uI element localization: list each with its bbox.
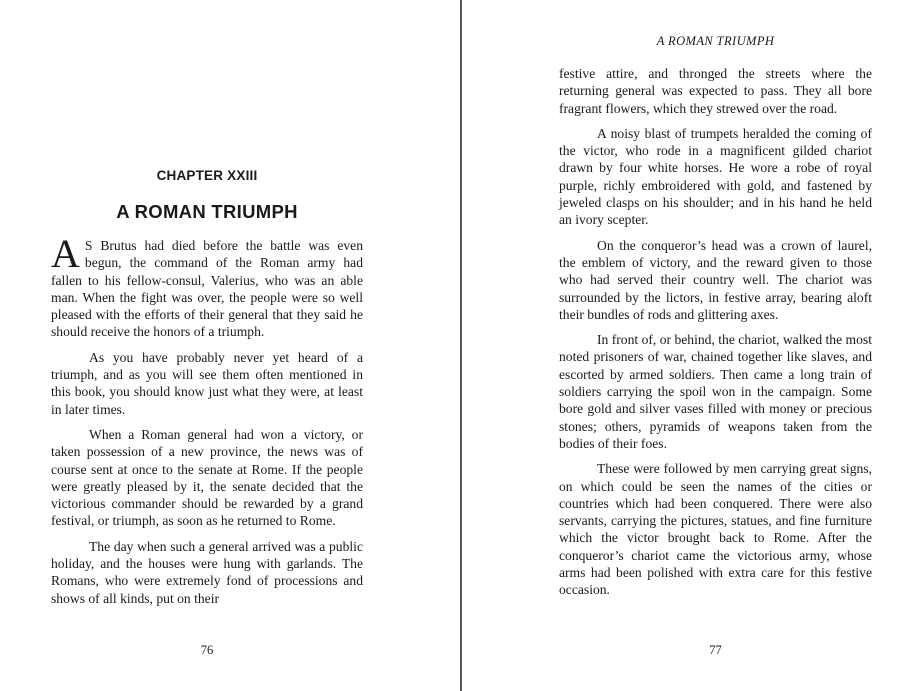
continued-paragraph: festive attire, and thronged the streets where the returning general was expected to pass. They all bore fragrant flowers, which they strewed over the road. — [559, 66, 872, 116]
page-gutter-divider — [460, 0, 462, 691]
opening-paragraph — [51, 231, 363, 341]
right-page — [559, 0, 872, 691]
paragraph: In front of, or behind, the chariot, walked the most noted prisoners of war, chained together like slaves, and escorted by armed soldiers. Then came a long train of soldiers carrying the spoil won in the campaign. Some bore gold and silver vases filled with money or precious stones; others, pyramids of weapons taken from the bodies of their foes. — [559, 332, 872, 451]
running-head: A ROMAN TRIUMPH — [656, 34, 775, 48]
chapter-label: CHAPTER XXIII — [156, 168, 258, 183]
left-page — [51, 0, 363, 691]
right-page-body — [559, 65, 872, 607]
chapter-title: A ROMAN TRIUMPH — [116, 201, 298, 222]
left-page-body — [51, 231, 363, 615]
paragraph: On the conqueror’s head was a crown of laurel, the emblem of victory, and the reward given to those who had served their country well. The chariot was surrounded by the lictors, in festive array, bearing aloft their bundles of rods and glittering axes. — [559, 237, 872, 322]
page-number-right: 77 — [709, 643, 722, 657]
paragraph: When a Roman general had won a victory, or taken possession of a new province, the news was of course sent at once to the senate at Rome. If the people were greatly pleased by it, the senate decided that the victorious commander should be rewarded by a grand festival, or triumph, as soon as he returned to Rome. — [51, 426, 363, 529]
opening-paragraph-text: S Brutus had died before the battle was even begun, the command of the Roman army had fallen to his fellow-consul, Valerius, who was an able man. When the fight was over, the people were so well pleased with the efforts of their general that they said he should receive the honors of a triumph. — [51, 238, 363, 340]
page-number-left: 76 — [200, 643, 214, 657]
paragraph: These were followed by men carrying great signs, on which could be seen the names of the cities or countries which had been conquered. There were also servants, carrying the pictures, statues, and fine furniture which the victor brought back to Rome. After the conqueror’s chariot came the victorious army, whose arms had been polished with extra care for this festive occasion. — [559, 461, 872, 598]
paragraph: The day when such a general arrived was a public holiday, and the houses were hung with garlands. The Romans, who were extremely fond of processions and shows of all kinds, put on their — [51, 538, 363, 606]
paragraph: As you have probably never yet heard of a triumph, and as you will see them often mentioned in this book, you should know just what they were, at least in later times. — [51, 349, 363, 417]
drop-cap: A — [51, 231, 80, 276]
paragraph: A noisy blast of trumpets heralded the coming of the victor, who rode in a magnificent gilded chariot drawn by four white horses. He wore a robe of royal purple, richly embroidered with gold, and fastened by jeweled clasps on his shoulder; and in his hand he held an ivory scepter. — [559, 125, 872, 228]
